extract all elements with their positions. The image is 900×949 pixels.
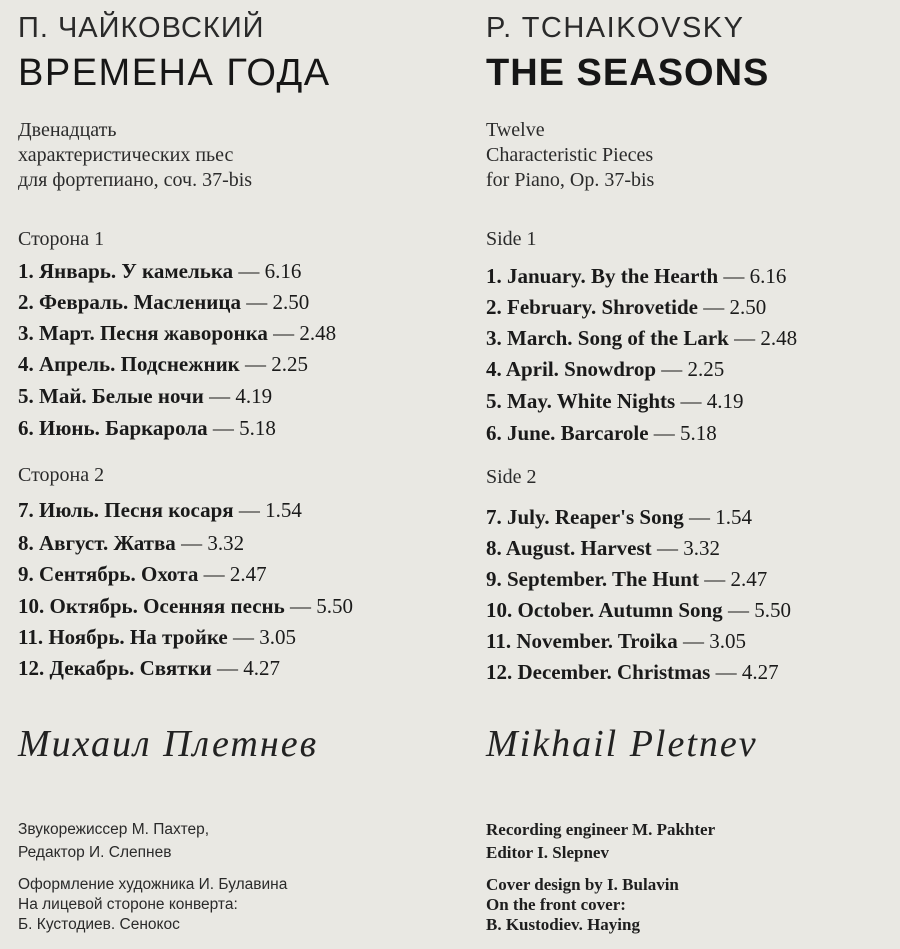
track-duration: — 1.54 — [689, 505, 753, 529]
track-item — [18, 625, 296, 650]
track-duration: — 5.18 — [653, 421, 717, 445]
credit-line: Cover design by I. Bulavin — [486, 875, 679, 894]
track-duration: — 2.47 — [704, 567, 768, 591]
credit-line: На лицевой стороне конверта: — [18, 896, 238, 913]
track-title: 2. February. Shrovetide — [486, 295, 698, 319]
track-title: 8. Август. Жатва — [18, 531, 176, 555]
side1-label-ru: Сторона 1 — [18, 228, 105, 250]
credit-line: Оформление художника И. Булавина — [18, 876, 288, 893]
track-duration: — 2.48 — [734, 326, 798, 350]
track-item — [486, 629, 746, 654]
track-duration: — 5.50 — [289, 594, 353, 618]
track-duration: — 5.50 — [727, 598, 791, 622]
subtitle-ru — [18, 118, 252, 193]
track-duration: — 2.50 — [703, 295, 767, 319]
track-title: 1. January. By the Hearth — [486, 264, 719, 288]
side2-label-en: Side 2 — [486, 466, 537, 488]
album-title-ru: ВРЕМЕНА ГОДА — [18, 52, 331, 94]
track-title: 5. Май. Белые ночи — [18, 384, 204, 408]
subtitle-en — [486, 118, 654, 193]
credit-line: Recording engineer M. Pakhter — [486, 820, 716, 839]
track-title: 9. Сентябрь. Охота — [18, 562, 199, 586]
track-duration: — 6.16 — [238, 259, 302, 283]
track-item — [18, 498, 302, 523]
credit-line: Звукорежиссер М. Пахтер, — [18, 821, 210, 838]
album-title-en: THE SEASONS — [486, 52, 770, 94]
track-title: 11. Ноябрь. На тройке — [18, 625, 228, 649]
track-duration: — 4.19 — [209, 384, 273, 408]
track-title: 5. May. White Nights — [486, 389, 676, 413]
track-title: 10. October. Autumn Song — [486, 598, 723, 622]
track-duration: — 6.16 — [723, 264, 787, 288]
track-item — [486, 357, 724, 382]
track-item — [486, 421, 717, 446]
track-title: 12. December. Christmas — [486, 660, 711, 684]
performer-name-ru: Михаил Плетнев — [18, 723, 319, 765]
track-item — [18, 290, 309, 315]
side1-label-en: Side 1 — [486, 228, 537, 250]
track-item — [486, 295, 766, 320]
track-duration: — 2.48 — [273, 321, 337, 345]
track-title: 9. September. The Hunt — [486, 567, 699, 591]
composer-name-ru: П. ЧАЙКОВСКИЙ — [18, 12, 265, 44]
subtitle-line: Characteristic Pieces — [486, 144, 654, 166]
track-title: 3. Март. Песня жаворонка — [18, 321, 268, 345]
track-title: 7. July. Reaper's Song — [486, 505, 684, 529]
track-item — [486, 389, 743, 414]
track-title: 12. Декабрь. Святки — [18, 656, 212, 680]
track-title: 4. April. Snowdrop — [486, 357, 656, 381]
track-duration: — 3.32 — [181, 531, 245, 555]
track-item — [18, 259, 301, 284]
track-duration: — 4.27 — [216, 656, 280, 680]
side2-label-ru: Сторона 2 — [18, 464, 105, 486]
composer-name-en: P. TCHAIKOVSKY — [486, 12, 745, 44]
track-duration: — 2.25 — [245, 352, 309, 376]
track-item — [486, 536, 720, 561]
track-item — [18, 384, 272, 409]
subtitle-line: Twelve — [486, 119, 545, 141]
credit-line: B. Kustodiev. Haying — [486, 915, 640, 934]
track-duration: — 3.05 — [683, 629, 746, 653]
credits-ru — [18, 818, 287, 935]
track-duration: — 2.50 — [246, 290, 310, 314]
track-item — [18, 656, 280, 681]
track-duration: — 2.25 — [661, 357, 725, 381]
track-title: 6. June. Barcarole — [486, 421, 649, 445]
track-duration: — 5.18 — [212, 416, 276, 440]
track-duration: — 4.27 — [715, 660, 779, 684]
track-item — [18, 416, 276, 441]
credits-en — [486, 818, 715, 935]
track-item — [18, 352, 308, 377]
subtitle-line: for Piano, Op. 37-bis — [486, 169, 655, 191]
track-item — [18, 594, 353, 619]
track-item — [486, 567, 767, 592]
subtitle-line: Двенадцать — [18, 119, 117, 141]
track-item — [18, 321, 336, 346]
track-title: 8. August. Harvest — [486, 536, 652, 560]
subtitle-line: характеристических пьес — [18, 144, 234, 166]
track-item — [486, 660, 779, 685]
credit-line: Editor I. Slepnev — [486, 843, 609, 862]
track-title: 3. March. Song of the Lark — [486, 326, 729, 350]
track-title: 11. November. Troika — [486, 629, 678, 653]
credit-line: Б. Кустодиев. Сенокос — [18, 916, 180, 933]
credit-line: On the front cover: — [486, 895, 626, 914]
track-title: 7. Июль. Песня косаря — [18, 498, 234, 522]
track-item — [486, 505, 752, 530]
track-item — [486, 264, 786, 289]
track-title: 6. Июнь. Баркарола — [18, 416, 208, 440]
subtitle-line: для фортепиано, соч. 37-bis — [18, 169, 253, 191]
track-title: 1. Январь. У камелька — [18, 259, 234, 283]
track-duration: — 4.19 — [680, 389, 744, 413]
track-item — [18, 562, 267, 587]
track-item — [486, 326, 797, 351]
track-title: 4. Апрель. Подснежник — [18, 352, 240, 376]
track-duration: — 1.54 — [238, 498, 302, 522]
track-duration: — 3.05 — [233, 625, 297, 649]
track-title: 2. Февраль. Масленица — [18, 290, 241, 314]
track-duration: — 3.32 — [656, 536, 720, 560]
track-duration: — 2.47 — [203, 562, 267, 586]
track-item — [486, 598, 791, 623]
credit-line: Редактор И. Слепнев — [18, 844, 172, 861]
track-item — [18, 531, 244, 556]
performer-name-en: Mikhail Pletnev — [486, 723, 758, 765]
track-title: 10. Октябрь. Осенняя песнь — [18, 594, 285, 618]
